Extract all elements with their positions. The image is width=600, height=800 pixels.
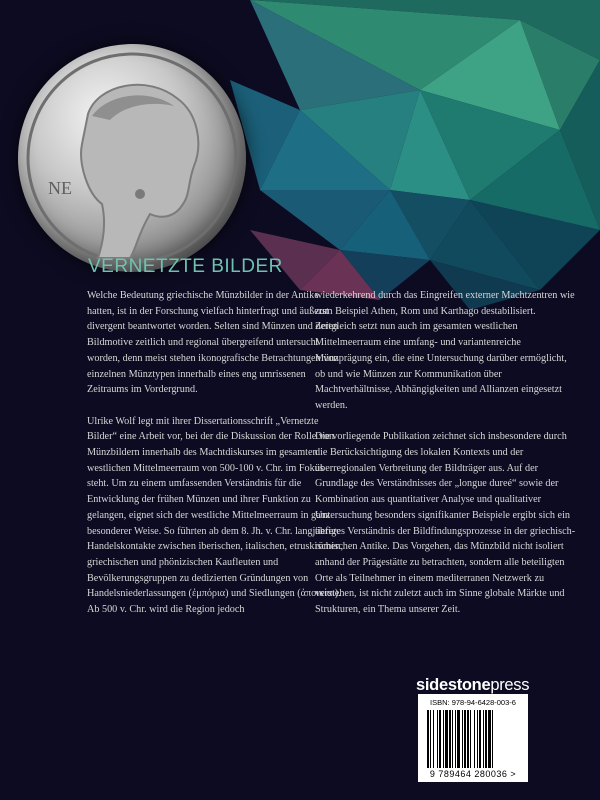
ean-number: 9 789464 280036 > xyxy=(429,769,517,779)
paragraph: Ulrike Wolf legt mit ihrer Dissertationsschrift „Vernetzte Bilder“ eine Arbeit vor, bei der die Diskussion der Rolle von Münzbildern innerhalb des Machtdiskurses im gesamten westlichen Mittelmeerraum von 500-100 v. Chr. im Fokus steht. Um zu einem umfassenden Verständnis für die Entwicklung der frühen Münzen und ihrer Funktion zu gelangen, eignet sich der westliche Mittelmeerraum in ganz besonderer Weise. So führten ab dem 8. Jh. v. Chr. langjährige Handelskontakte zwischen iberischen, italischen, etruskischen, griechischen und phönizischen Kaufleuten und Bevölkerungsgruppen zu dedizierten Gründungen von Handelsniederlassungen (ἐμπόρια) und Siedlungen (ἀποικίαι). Ab 500 v. Chr. wird die Region jedoch xyxy=(87,415,344,616)
paragraph: Welche Bedeutung griechische Münzbilder in der Antike hatten, ist in der Forschung vielfach hinterfragt und äußerst divergent beantwortet worden. Selten sind Münzen und deren Bildmotive zeitlich und regional übergreifend untersucht worden, denn meist stehen ikonografische Betrachtungen von einzelnen Münztypen innerhalb eines eng umrissenen Zeitraums im Vordergrund. xyxy=(87,290,339,396)
description-right-column xyxy=(315,288,577,633)
publisher-logo xyxy=(416,676,529,695)
barcode-graphic xyxy=(427,710,519,768)
paragraph: wiederkehrend durch das Eingreifen externer Machtzentren wie zum Beispiel Athen, Rom und Karthago destabilisiert. Zeitgleich setzt nun auch im gesamten westlichen Mittelmeerraum eine umfang- und variantenreiche Münzprägung ein, die eine Untersuchung darüber ermöglicht, ob und wie Münzen zur Kommunikation über Machtverhältnisse, Abhängigkeiten und Allianzen eingesetzt werden. xyxy=(315,290,575,411)
book-title: VERNETZTE BILDER xyxy=(88,256,283,277)
coin-image xyxy=(18,44,246,272)
coin-inscription: NE xyxy=(48,178,72,198)
paragraph: Die vorliegende Publikation zeichnet sich insbesondere durch die Berücksichtigung des lokalen Kontexts und der überregionalen Verbreitung der Bildträger aus. Auf der Grundlage des Verständnisses der „longue dureé“ sowie der Kombination aus quantitativer Analyse und qualitativer Untersuchung besonders signifikanter Beispiele ergibt sich ein tieferes Verständnis der Bildfindungsprozesse in der griechisch-römischen Antike. Das Vorgehen, das Münzbild nicht isoliert anhand der Prägestätte zu betrachten, sondern alle beteiligten Orte als Teilnehmer in einem mediterranen Netzwerk zu verstehen, ist nicht zuletzt auch im Sinne globale Märkte und Strukturen, ein Thema unserer Zeit. xyxy=(315,431,576,616)
isbn-label: ISBN: 978-94-6428-003-6 xyxy=(430,698,516,707)
publisher-name-rest: press xyxy=(490,676,530,694)
coin-portrait-graphic xyxy=(18,44,246,272)
publisher-name-bold: sidestone xyxy=(416,676,491,694)
barcode-box xyxy=(418,694,528,782)
description-left-column xyxy=(87,288,345,633)
